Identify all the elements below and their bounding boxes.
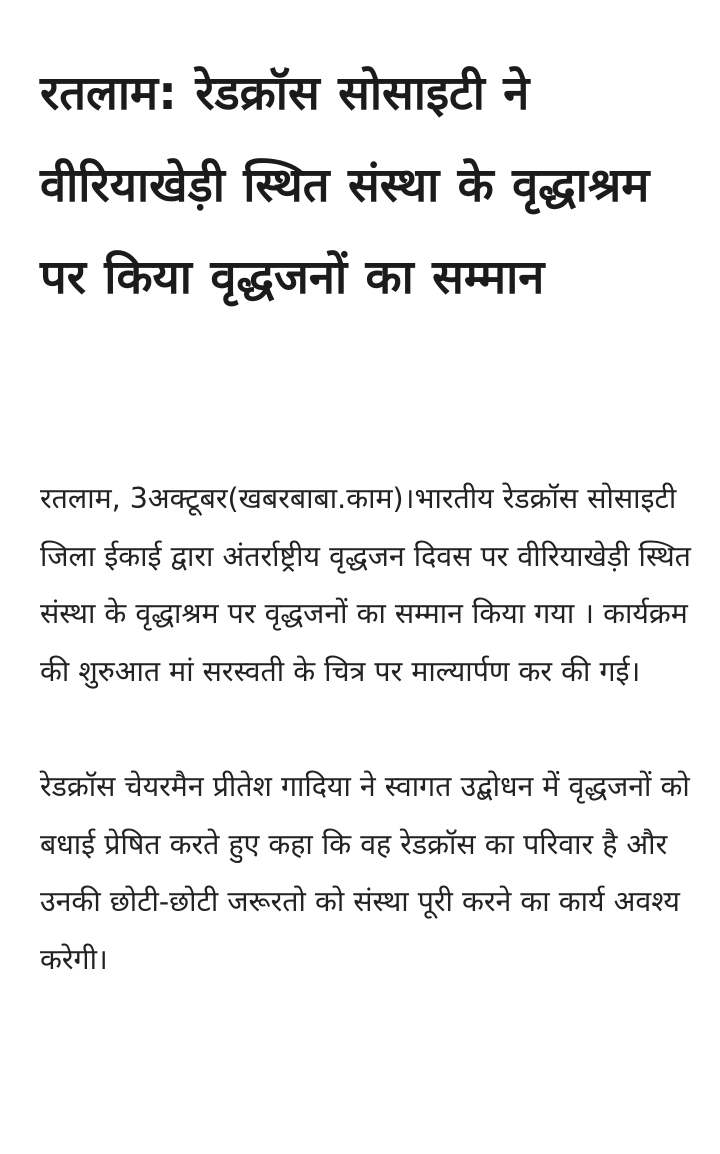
article-body: [40, 470, 700, 988]
article-paragraph-2: रेडक्रॉस चेयरमैन प्रीतेश गादिया ने स्वागत उद्बोधन में वृद्धजनों को बधाई प्रेषित करते हुए कहा कि वह रेडक्रॉस का परिवार है और उनकी छोटी-छोटी जरूरतो को संस्था पूरी करने का कार्य अवश्य करेगी।: [40, 770, 690, 976]
article-header: [40, 48, 690, 324]
article-paragraph-1: रतलाम, 3अक्टूबर(खबरबाबा.काम)।भारतीय रेडक्रॉस सोसाइटी जिला ईकाई द्वारा अंतर्राष्ट्रीय वृद्धजन दिवस पर वीरियाखेड़ी स्थित संस्था के वृद्धाश्रम पर वृद्धजनों का सम्मान किया गया । कार्यक्रम की शुरुआत मां सरस्वती के चित्र पर माल्यार्पण कर की गई।: [40, 482, 691, 688]
article-headline: रतलाम: रेडक्रॉस सोसाइटी ने वीरियाखेड़ी स्थित संस्था के वृद्धाश्रम पर किया वृद्धजनों का सम्मान: [40, 66, 650, 305]
